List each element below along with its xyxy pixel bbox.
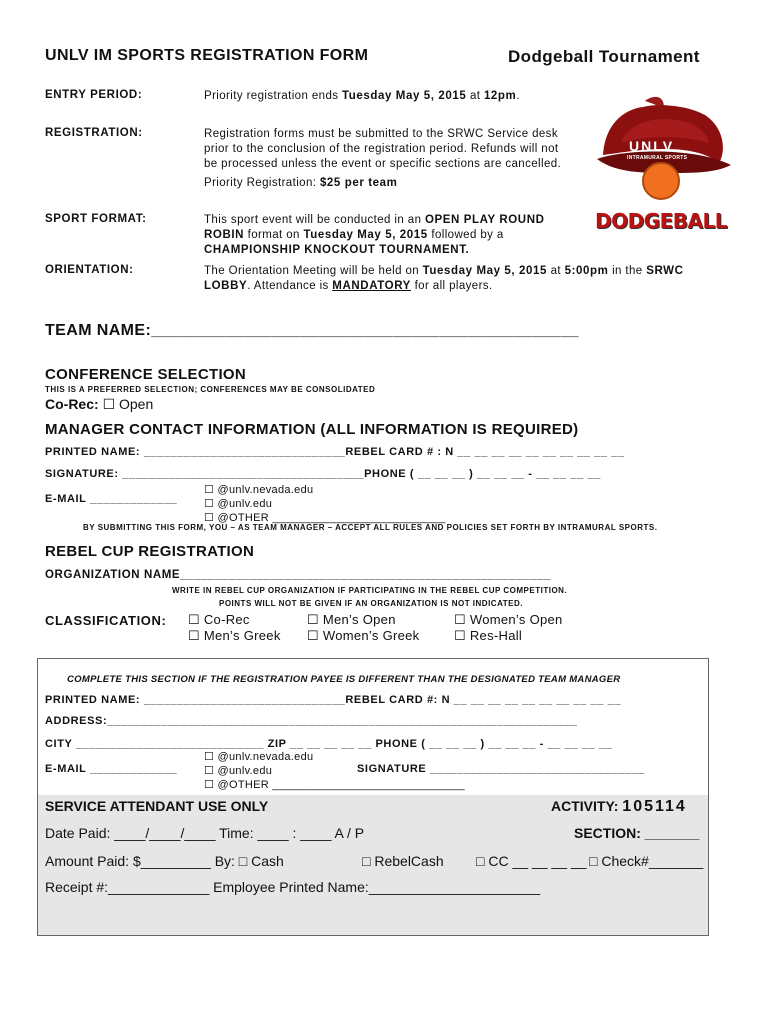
amount-paid-field[interactable]: Amount Paid: $_________ By: □ Cash bbox=[45, 853, 284, 869]
manager-disclaimer: BY SUBMITTING THIS FORM, YOU – AS TEAM MANAGER – ACCEPT ALL RULES AND POLICIES SET FORTH BY INTRAMURAL SPORTS. bbox=[83, 523, 658, 532]
section-field[interactable]: SECTION: _______ bbox=[574, 825, 700, 841]
sport-format-line2: ROBIN format on Tuesday May 5, 2015 followed by a bbox=[204, 229, 504, 241]
class-mens-open[interactable]: ☐ Men’s Open bbox=[307, 612, 396, 627]
sport-format-line1: This sport event will be conducted in an OPEN PLAY ROUND bbox=[204, 214, 545, 226]
logo-intramural: INTRAMURAL SPORTS bbox=[627, 155, 688, 161]
entry-period-text: Priority registration ends Tuesday May 5, 2015 at 12pm. bbox=[204, 90, 520, 102]
priority-registration: Priority Registration: $25 per team bbox=[204, 177, 398, 189]
payee-title: COMPLETE THIS SECTION IF THE REGISTRATION PAYEE IS DIFFERENT THAN THE DESIGNATED TEAM MANAGER bbox=[67, 674, 621, 685]
class-corec[interactable]: ☐ Co-Rec bbox=[188, 612, 250, 627]
entry-period-label: ENTRY PERIOD: bbox=[45, 89, 143, 101]
rebel-cup-note1: WRITE IN REBEL CUP ORGANIZATION IF PARTICIPATING IN THE REBEL CUP COMPETITION. bbox=[172, 586, 568, 595]
payee-signature[interactable]: SIGNATURE ________________________________ bbox=[357, 763, 645, 775]
form-title: UNLV IM SPORTS REGISTRATION FORM bbox=[45, 47, 369, 64]
class-womens-open[interactable]: ☐ Women’s Open bbox=[454, 612, 563, 627]
activity-number: ACTIVITY: 105114 bbox=[551, 798, 687, 815]
rebelcash-checkbox[interactable]: □ RebelCash bbox=[362, 853, 444, 869]
conference-corec: Co-Rec: ☐ Open bbox=[45, 396, 154, 412]
rebel-cup-note2: POINTS WILL NOT BE GIVEN IF AN ORGANIZATION IS NOT INDICATED. bbox=[219, 599, 523, 608]
cc-checkbox[interactable]: □ CC __ __ __ __ bbox=[476, 853, 587, 869]
logo-dodgeball: DODGEBALL bbox=[595, 209, 727, 233]
class-mens-greek[interactable]: ☐ Men’s Greek bbox=[188, 628, 281, 643]
payee-email-field[interactable]: E-MAIL _____________ bbox=[45, 763, 178, 775]
payee-email-nevada[interactable]: ☐ @unlv.nevada.edu bbox=[204, 751, 314, 763]
payee-email-other[interactable]: ☐ @OTHER ______________________________ bbox=[204, 779, 465, 791]
conference-title: CONFERENCE SELECTION bbox=[45, 366, 247, 383]
manager-signature[interactable]: SIGNATURE: ____________________________________PHONE ( __ __ __ ) __ __ __ - __ __ __ __ bbox=[45, 468, 601, 480]
event-title: Dodgeball Tournament bbox=[508, 47, 700, 66]
payee-printed-name[interactable]: PRINTED NAME: ______________________________REBEL CARD #: N __ __ __ __ __ __ __ __ __ __ bbox=[45, 694, 622, 706]
open-checkbox[interactable]: ☐ Open bbox=[102, 396, 154, 412]
rebel-cup-title: REBEL CUP REGISTRATION bbox=[45, 543, 255, 560]
class-res-hall[interactable]: ☐ Res-Hall bbox=[454, 628, 523, 643]
manager-email-unlv[interactable]: ☐ @unlv.edu bbox=[204, 498, 273, 510]
conference-note: THIS IS A PREFERRED SELECTION; CONFERENCES MAY BE CONSOLIDATED bbox=[45, 385, 376, 394]
sport-format-line3: CHAMPIONSHIP KNOCKOUT TOURNAMENT. bbox=[204, 244, 470, 256]
registration-line3: be processed unless the event or specific sections are cancelled. bbox=[204, 158, 562, 170]
date-paid-field[interactable]: Date Paid: ____/____/____ Time: ____ : ____ A / P bbox=[45, 825, 365, 841]
sport-format-label: SPORT FORMAT: bbox=[45, 213, 147, 225]
orientation-label: ORIENTATION: bbox=[45, 264, 134, 276]
registration-label: REGISTRATION: bbox=[45, 127, 143, 139]
receipt-field[interactable]: Receipt #:_____________ Employee Printed Name:______________________ bbox=[45, 879, 541, 895]
logo-unlv: UNLV bbox=[629, 138, 675, 154]
service-title: SERVICE ATTENDANT USE ONLY bbox=[45, 798, 269, 814]
manager-email-nevada[interactable]: ☐ @unlv.nevada.edu bbox=[204, 484, 314, 496]
manager-printed-name[interactable]: PRINTED NAME: ______________________________REBEL CARD # : N __ __ __ __ __ __ __ __ __ __ bbox=[45, 446, 625, 458]
team-name-field[interactable]: TEAM NAME:______________________________________________ bbox=[45, 322, 579, 339]
orientation-line1: The Orientation Meeting will be held on Tuesday May 5, 2015 at 5:00pm in the SRWC bbox=[204, 265, 684, 277]
dodgeball-logo bbox=[595, 93, 735, 243]
manager-email-field[interactable]: E-MAIL _____________ bbox=[45, 493, 178, 505]
classification-label: CLASSIFICATION: bbox=[45, 613, 167, 628]
manager-email-other[interactable]: ☐ @OTHER ___________________________ bbox=[204, 512, 446, 524]
class-womens-greek[interactable]: ☐ Women’s Greek bbox=[307, 628, 420, 643]
payee-address[interactable]: ADDRESS:______________________________________________________________________ bbox=[45, 715, 578, 727]
payee-email-unlv[interactable]: ☐ @unlv.edu bbox=[204, 765, 273, 777]
registration-line2: prior to the conclusion of the registration period. Refunds will not bbox=[204, 143, 559, 155]
orientation-line2: LOBBY. Attendance is MANDATORY for all players. bbox=[204, 280, 493, 292]
registration-line1: Registration forms must be submitted to the SRWC Service desk bbox=[204, 128, 558, 140]
payee-city-zip-phone[interactable]: CITY ____________________________ ZIP __ __ __ __ __ PHONE ( __ __ __ ) __ __ __ - __ __ __ __ bbox=[45, 738, 613, 750]
manager-title: MANAGER CONTACT INFORMATION (ALL INFORMATION IS REQUIRED) bbox=[45, 421, 579, 438]
organization-name-field[interactable]: ORGANIZATION NAME_____________________________________________________ bbox=[45, 569, 551, 581]
check-checkbox[interactable]: □ Check#_______ bbox=[589, 853, 704, 869]
